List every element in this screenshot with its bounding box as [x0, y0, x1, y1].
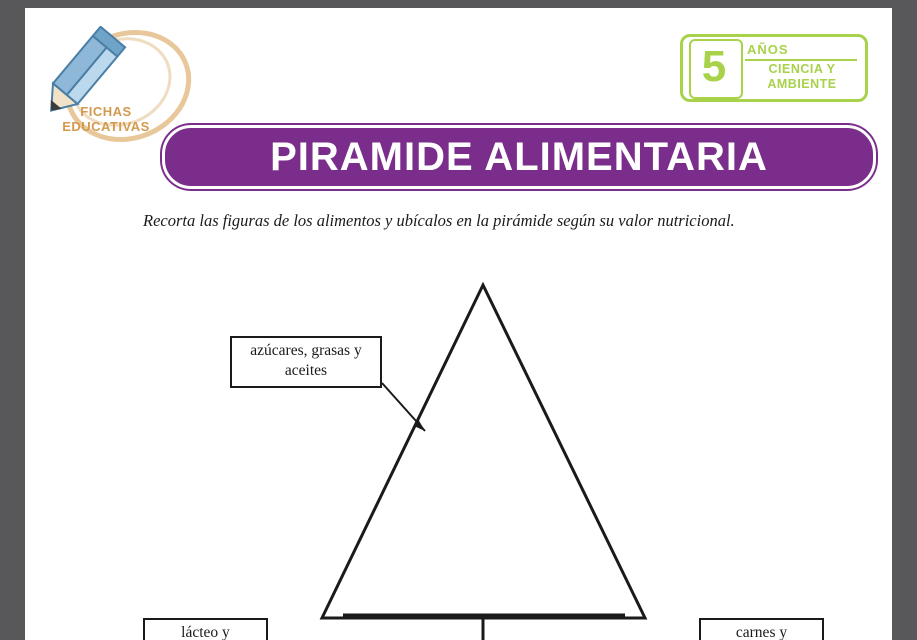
logo-text-line2: EDUCATIVAS	[62, 119, 150, 134]
pyramid-drawing	[25, 263, 892, 640]
pyramid-diagram	[25, 263, 892, 640]
label-carnes: carnes y	[699, 618, 824, 640]
badge-subject-line1: CIENCIA Y	[768, 62, 836, 76]
badge-subject	[745, 62, 859, 92]
badge-divider	[745, 59, 857, 61]
badge-number: 5	[701, 42, 727, 91]
logo-text-line1: FICHAS	[80, 104, 132, 119]
badge-subject-line2: AMBIENTE	[767, 77, 837, 91]
title-banner	[162, 125, 876, 189]
logo-text	[51, 104, 161, 134]
worksheet-page	[25, 8, 892, 640]
label-azucares-grasas-aceites: azúcares, grasas y aceites	[230, 336, 382, 388]
pyramid-triangle	[322, 285, 645, 618]
instruction-text: Recorta las figuras de los alimentos y ubícalos en la pirámide según su valor nutricional.	[143, 211, 735, 230]
badge-years-label: AÑOS	[747, 42, 789, 57]
label-lacteo: lácteo y	[143, 618, 268, 640]
page-title: PIRAMIDE ALIMENTARIA	[270, 135, 768, 179]
grade-badge	[680, 34, 868, 102]
